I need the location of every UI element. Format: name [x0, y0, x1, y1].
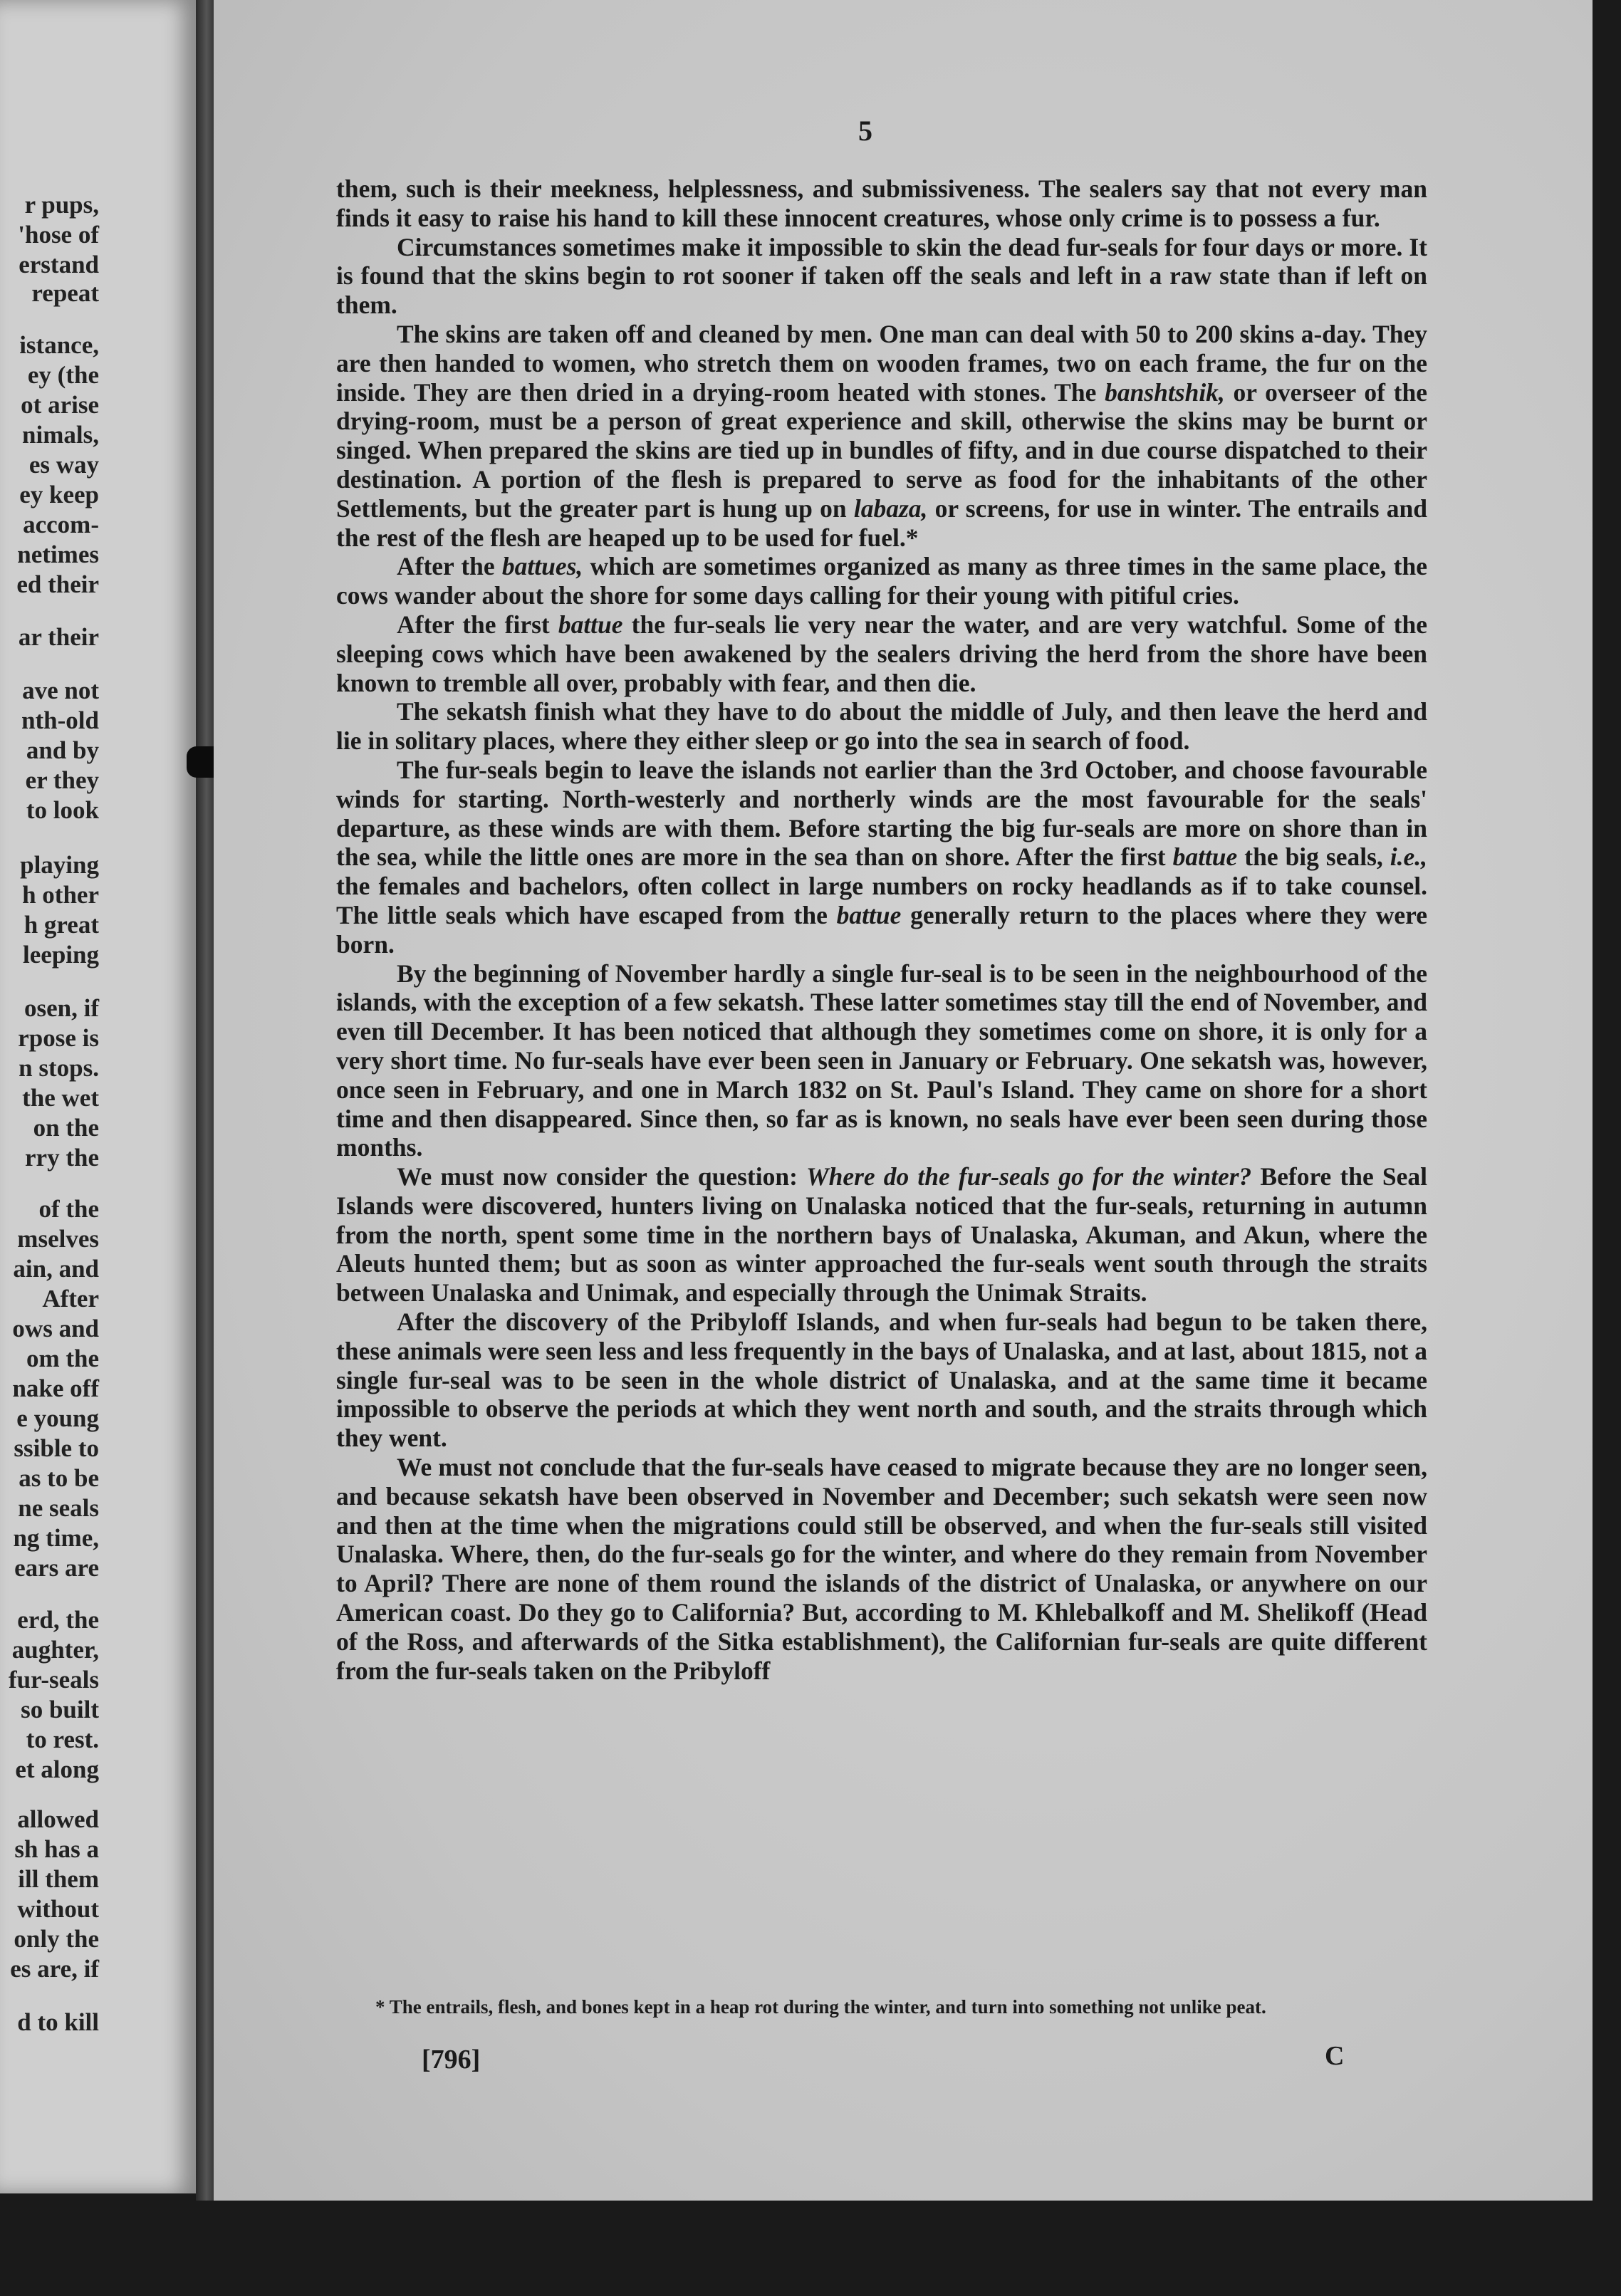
left-page-fragment: nth-old	[21, 706, 99, 734]
text-run: generally return to the places where they were born.	[336, 900, 1427, 959]
left-page-fragment: istance,	[19, 331, 99, 359]
italic-text: banshtshik,	[1105, 377, 1225, 407]
left-page-fragment: leeping	[23, 941, 99, 969]
left-page-fragment: es are, if	[10, 1955, 99, 1983]
left-page-fragment: so built	[21, 1696, 99, 1723]
paragraph	[336, 1453, 1427, 1685]
left-page-fragment: ears are	[14, 1554, 99, 1582]
text-run: or screens, for use in winter. The entrails and the rest of the flesh are heaped up to be used for fuel.*	[336, 494, 1427, 552]
left-page-fragment: nake off	[12, 1374, 99, 1402]
paragraph	[336, 552, 1427, 610]
left-page-fragment: rpose is	[18, 1024, 99, 1052]
left-page-fragment: n stops.	[19, 1054, 99, 1082]
text-run: The sekatsh finish what they have to do about the middle of July, and then leave the herd and lie in solitary places, where they either sleep or go into the sea in search of food.	[336, 697, 1427, 756]
left-page-fragment: et along	[15, 1755, 99, 1783]
left-page-fragment: h other	[22, 881, 99, 909]
left-page-fragment: h great	[24, 911, 99, 939]
left-page-fragment: repeat	[31, 279, 99, 307]
left-page-fragment: on the	[33, 1114, 99, 1142]
left-page-fragment: and by	[26, 736, 99, 764]
text-run: After the	[397, 552, 502, 581]
text-run: the big seals,	[1237, 842, 1390, 872]
left-page-fragment: ey (the	[27, 361, 99, 389]
left-page-fragment: of the	[38, 1195, 99, 1223]
text-run: We must not conclude that the fur-seals have ceased to migrate because they are no longer seen, and because sekatsh have been observed in November and December; such sekatsh were seen now and then at the time when the migrations could still be observed, and when the fur-seals still visited Unalaska. Where, then, do the fur-seals go for the winter, and where do they remain from November to April? There are none of them round the islands of the district of Unalaska, or anywhere on our American coast. Do they go to California? But, according to M. Khlebalkoff and M. Shelikoff (Head of the Ross, and afterwards of the Sitka establishment), the Californian fur-seals are quite different from the fur-seals taken on the Pribyloff	[336, 1453, 1427, 1685]
italic-text: battue	[1172, 842, 1238, 872]
left-page-fragment: 'hose of	[18, 221, 99, 249]
left-page-fragment: ot arise	[21, 391, 99, 419]
left-page-fragment: erstand	[19, 251, 99, 278]
left-page-fragment: om the	[26, 1345, 99, 1372]
left-page-fragment: only the	[14, 1925, 99, 1953]
paragraph	[336, 1162, 1427, 1308]
left-page-fragment: mselves	[17, 1225, 99, 1253]
left-page-fragment: as to be	[19, 1464, 99, 1492]
left-page-fragment: ar their	[18, 623, 99, 651]
left-page-fragment: es way	[28, 451, 99, 479]
text-run: The fur-seals begin to leave the islands not earlier than the 3rd October, and choose favourable winds for starting. North-westerly and northerly winds are the most favourable for the seals' departure, as these winds are with them. Before starting the big fur-seals are more on shore than in the sea, while the little ones are more in the sea than on shore. After the first	[336, 755, 1427, 872]
italic-text: Where do the fur-seals go for the winter?	[806, 1162, 1252, 1191]
text-run: which are sometimes organized as many as three times in the same place, the cows wander about the shore for some days calling for their young with pitiful cries.	[336, 552, 1427, 610]
text-run: or overseer of the drying-room, must be a person of great experience and skill, otherwise the skins may be burnt or singed. When prepared the skins are tied up in bundles of fifty, and in due course dispatched to their destination. A portion of the flesh is prepared to serve as food for the inhabitants of the other Settlements, but the greater part is hung up on	[336, 377, 1427, 523]
left-page-fragment: aughter,	[11, 1636, 99, 1664]
body-text	[336, 174, 1427, 1685]
left-page-fragment: to rest.	[26, 1726, 99, 1753]
left-page-fragment: rry the	[25, 1144, 99, 1172]
text-run: After the discovery of the Pribyloff Islands, and when fur-seals had begun to be taken there, these animals were seen less and less frequently in the bays of Unalaska, and at last, about 1815, not a single fur-seal was to be seen in the whole district of Unalaska, and at the same time it became impossible to observe the periods at which they went north and south, and the straits through which they went.	[336, 1308, 1427, 1453]
paragraph	[336, 610, 1427, 697]
text-run: the fur-seals lie very near the water, and are very watchful. Some of the sleeping cows which have been awakened by the sealers driving the herd from the shore have been known to tremble all over, probably with fear, and then die.	[336, 610, 1427, 697]
paragraph	[336, 959, 1427, 1163]
left-page-fragment: erd, the	[17, 1606, 99, 1634]
left-page-fragment: accom-	[23, 511, 99, 538]
left-page-fragment: ill them	[18, 1865, 99, 1893]
page-number: 5	[858, 115, 872, 147]
italic-text: labaza,	[853, 494, 928, 523]
text-run: After the first	[397, 610, 558, 639]
paragraph	[336, 233, 1427, 320]
left-page-fragment: to look	[26, 796, 99, 824]
left-page-fragment: ne seals	[18, 1494, 99, 1522]
text-run: The skins are taken off and cleaned by men. One man can deal with 50 to 200 skins a-day. They are then handed to women, who stretch them on wooden frames, two on each frame, the fur on the inside. They are then dried in a drying-room heated with stones. The	[336, 319, 1427, 407]
italic-text: battues,	[501, 552, 583, 581]
printer-signature-mark: [796]	[422, 2045, 481, 2075]
left-page-fragment: d to kill	[17, 2008, 99, 2036]
left-page-fragment: ng time,	[13, 1524, 99, 1552]
left-page-fragment: ed their	[16, 570, 99, 598]
left-page-fragment: ey keep	[19, 481, 99, 508]
paragraph	[336, 174, 1427, 233]
left-page-fragment: After	[42, 1285, 99, 1313]
text-run: Before the Seal Islands were discovered, hunters living on Unalaska noticed that the fur-seals, returning in autumn from the north, spent some time in the northern bays of Unalaska, Akuman, and Akun, where the Aleuts hunted them; but as soon as winter approached the fur-seals went south through the straits between Unalaska and Unimak, and especially through the Unimak Straits.	[336, 1162, 1427, 1308]
left-page-fragment: osen, if	[24, 994, 99, 1022]
left-page-fragment: r pups,	[24, 191, 99, 219]
left-page-fragment: nimals,	[22, 421, 99, 449]
left-page-fragment: playing	[20, 851, 99, 879]
left-page-fragment: er they	[25, 766, 99, 794]
left-page-fragment: the wet	[22, 1084, 99, 1112]
left-page-fragment: ave not	[22, 677, 99, 704]
left-page-fragment: without	[17, 1895, 99, 1923]
left-page-fragment: ows and	[12, 1315, 99, 1342]
paragraph	[336, 756, 1427, 959]
paragraph	[336, 697, 1427, 756]
left-page-fragment: ssible to	[14, 1434, 99, 1462]
paragraph	[336, 1308, 1427, 1453]
text-run: Circumstances sometimes make it impossible to skin the dead fur-seals for four days or more. It is found that the skins begin to rot sooner if taken off the seals and left in a raw state than if left on them.	[336, 232, 1427, 320]
left-page-fragment: sh has a	[14, 1835, 99, 1863]
text-run: them, such is their meekness, helplessness, and submissiveness. The sealers say that not every man finds it easy to raise his hand to kill these innocent creatures, whose only crime is to possess a fur.	[336, 174, 1427, 232]
italic-text: battue	[836, 900, 902, 929]
footnote: * The entrails, flesh, and bones kept in a heap rot during the winter, and turn into something not unlike peat.	[375, 1996, 1266, 2018]
left-page-fragment: allowed	[17, 1805, 99, 1833]
italic-text: battue	[558, 610, 623, 639]
right-page	[214, 0, 1593, 2201]
italic-text: i.e.,	[1390, 842, 1427, 872]
text-run: We must now consider the question:	[397, 1162, 807, 1191]
left-page-fragment: ain, and	[13, 1255, 99, 1283]
left-page-fragment: fur-seals	[8, 1666, 99, 1694]
left-page-margin	[0, 0, 196, 2193]
gathering-letter: C	[1325, 2041, 1345, 2071]
left-page-fragment: netimes	[17, 541, 99, 568]
left-page-fragment: e young	[16, 1404, 99, 1432]
text-run: By the beginning of November hardly a single fur-seal is to be seen in the neighbourhood of the islands, with the exception of a few sekatsh. These latter sometimes stay till the end of November, and even till December. It has been noticed that although they sometimes come on shore, it is only for a very short time. No fur-seals have ever been seen in January or February. One sekatsh was, however, once seen in February, and one in March 1832 on St. Paul's Island. They came on shore for a short time and then disappeared. Since then, so far as is known, no seals have ever been seen during those months.	[336, 959, 1427, 1162]
text-run: the females and bachelors, often collect in large numbers on rocky headlands as if to take counsel. The little seals which have escaped from the	[336, 872, 1427, 929]
paragraph	[336, 320, 1427, 552]
